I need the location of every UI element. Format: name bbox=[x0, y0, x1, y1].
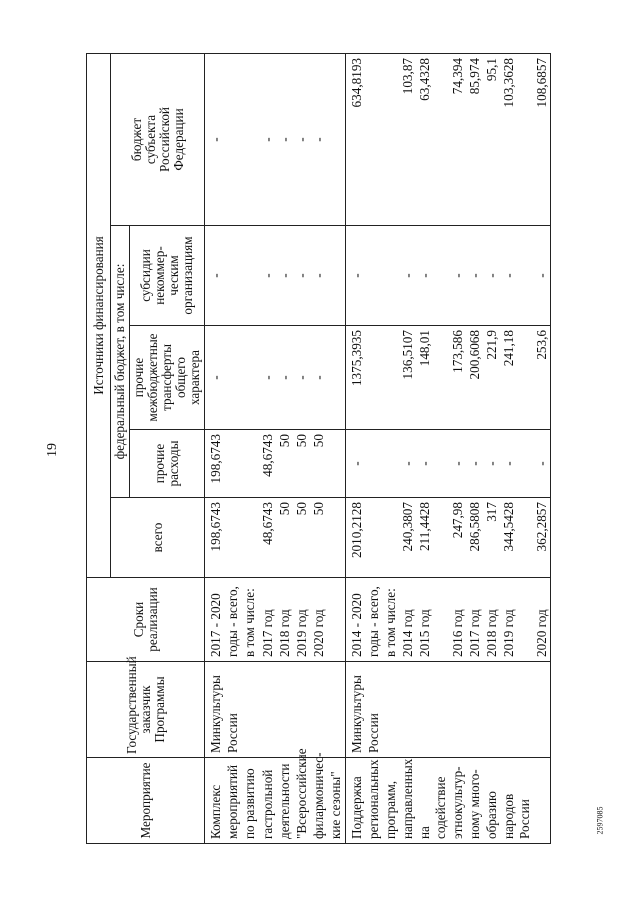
region-cell: 103,3628 bbox=[500, 53, 532, 225]
period-cell: 2016 год bbox=[449, 578, 466, 662]
measure-cell: по развитию bbox=[241, 758, 258, 844]
region-cell: - bbox=[205, 53, 225, 225]
customer-cell bbox=[382, 662, 399, 758]
table-row bbox=[345, 53, 365, 843]
total-cell: 50 bbox=[293, 498, 310, 578]
measure-cell: на содействие bbox=[416, 758, 448, 844]
header-period: Сроки реализации bbox=[87, 578, 205, 662]
region-cell bbox=[224, 53, 241, 225]
subsidies-cell bbox=[382, 226, 399, 326]
other-expenses-cell: - bbox=[483, 430, 500, 498]
header-measure: Мероприятие bbox=[87, 758, 205, 844]
transfers-cell: - bbox=[259, 326, 276, 430]
measure-cell: филармоничес- bbox=[310, 758, 327, 844]
other-expenses-cell: 50 bbox=[310, 430, 327, 498]
other-expenses-cell: - bbox=[449, 430, 466, 498]
period-cell: 2017 год bbox=[259, 578, 276, 662]
header-customer: Государственный заказчик Программы bbox=[87, 662, 205, 758]
measure-cell: этнокультур- bbox=[449, 758, 466, 844]
subsidies-cell bbox=[327, 226, 345, 326]
subsidies-cell: - bbox=[533, 226, 551, 326]
subsidies-cell: - bbox=[399, 226, 416, 326]
transfers-cell bbox=[327, 326, 345, 430]
region-cell: - bbox=[293, 53, 310, 225]
other-expenses-cell: - bbox=[345, 430, 365, 498]
rotated-table-container bbox=[86, 54, 588, 844]
other-expenses-cell: 50 bbox=[293, 430, 310, 498]
table-body bbox=[205, 53, 551, 843]
total-cell bbox=[224, 498, 241, 578]
total-cell: 211,4428 bbox=[416, 498, 448, 578]
total-cell bbox=[327, 498, 345, 578]
customer-cell bbox=[310, 662, 327, 758]
measure-cell: региональных bbox=[365, 758, 382, 844]
other-expenses-cell: - bbox=[466, 430, 483, 498]
transfers-cell: 1375,3935 bbox=[345, 326, 365, 430]
customer-cell bbox=[276, 662, 293, 758]
transfers-cell bbox=[382, 326, 399, 430]
table-row bbox=[259, 53, 276, 843]
customer-cell: России bbox=[365, 662, 382, 758]
customer-cell bbox=[259, 662, 276, 758]
table-row bbox=[483, 53, 500, 843]
other-expenses-cell bbox=[365, 430, 382, 498]
subsidies-cell: - bbox=[449, 226, 466, 326]
subsidies-cell: - bbox=[276, 226, 293, 326]
customer-cell bbox=[327, 662, 345, 758]
transfers-cell: - bbox=[310, 326, 327, 430]
total-cell: 240,3807 bbox=[399, 498, 416, 578]
region-cell: 95,1 bbox=[483, 53, 500, 225]
period-cell: 2020 год bbox=[310, 578, 327, 662]
transfers-cell: - bbox=[276, 326, 293, 430]
transfers-cell: 136,5107 bbox=[399, 326, 416, 430]
transfers-cell: 241,18 bbox=[500, 326, 532, 430]
page-number: 19 bbox=[45, 443, 60, 457]
period-cell: 2014 год bbox=[399, 578, 416, 662]
other-expenses-cell: - bbox=[416, 430, 448, 498]
transfers-cell: 173,586 bbox=[449, 326, 466, 430]
customer-cell bbox=[533, 662, 551, 758]
other-expenses-cell: 50 bbox=[276, 430, 293, 498]
header-subsidies: субсидии некоммер- ческим организациям bbox=[130, 226, 205, 326]
header-federal: федеральный бюджет, в том числе: bbox=[111, 226, 130, 498]
measure-cell: ному много- bbox=[466, 758, 483, 844]
measure-cell: Поддержка bbox=[345, 758, 365, 844]
subsidies-cell bbox=[365, 226, 382, 326]
measure-cell: программ, bbox=[382, 758, 399, 844]
total-cell: 48,6743 bbox=[259, 498, 276, 578]
customer-cell bbox=[399, 662, 416, 758]
customer-cell bbox=[293, 662, 310, 758]
measure-cell: мероприятий bbox=[224, 758, 241, 844]
other-expenses-cell: - bbox=[500, 430, 532, 498]
measure-cell: гастрольной bbox=[259, 758, 276, 844]
subsidies-cell: - bbox=[483, 226, 500, 326]
period-cell: 2015 год bbox=[416, 578, 448, 662]
subsidies-cell: - bbox=[310, 226, 327, 326]
customer-cell: Минкультуры bbox=[345, 662, 365, 758]
table-row bbox=[241, 53, 258, 843]
subsidies-cell: - bbox=[416, 226, 448, 326]
transfers-cell bbox=[365, 326, 382, 430]
total-cell bbox=[365, 498, 382, 578]
transfers-cell: - bbox=[205, 326, 225, 430]
transfers-cell: 253,6 bbox=[533, 326, 551, 430]
total-cell: 286,5808 bbox=[466, 498, 483, 578]
period-cell: 2020 год bbox=[533, 578, 551, 662]
transfers-cell: 221,9 bbox=[483, 326, 500, 430]
customer-cell bbox=[483, 662, 500, 758]
table-row bbox=[293, 53, 310, 843]
transfers-cell bbox=[241, 326, 258, 430]
customer-cell bbox=[416, 662, 448, 758]
period-cell: годы - всего, bbox=[224, 578, 241, 662]
header-total: всего bbox=[111, 498, 205, 578]
subsidies-cell: - bbox=[500, 226, 532, 326]
customer-cell: Минкультуры bbox=[205, 662, 225, 758]
period-cell: годы - всего, bbox=[365, 578, 382, 662]
region-cell: 85,974 bbox=[466, 53, 483, 225]
subsidies-cell: - bbox=[259, 226, 276, 326]
total-cell: 247,98 bbox=[449, 498, 466, 578]
period-cell: 2019 год bbox=[500, 578, 532, 662]
header-other-expenses: прочие расходы bbox=[130, 430, 205, 498]
total-cell bbox=[382, 498, 399, 578]
measure-cell: народов России bbox=[500, 758, 532, 844]
total-cell: 362,2857 bbox=[533, 498, 551, 578]
other-expenses-cell bbox=[327, 430, 345, 498]
total-cell: 50 bbox=[276, 498, 293, 578]
subsidies-cell: - bbox=[293, 226, 310, 326]
table-row bbox=[449, 53, 466, 843]
table-row bbox=[382, 53, 399, 843]
transfers-cell bbox=[224, 326, 241, 430]
region-cell bbox=[327, 53, 345, 225]
region-cell bbox=[382, 53, 399, 225]
table-row bbox=[399, 53, 416, 843]
other-expenses-cell: - bbox=[399, 430, 416, 498]
customer-cell bbox=[449, 662, 466, 758]
region-cell: 63,4328 bbox=[416, 53, 448, 225]
other-expenses-cell bbox=[241, 430, 258, 498]
region-cell bbox=[365, 53, 382, 225]
subsidies-cell bbox=[224, 226, 241, 326]
measure-cell: направленных bbox=[399, 758, 416, 844]
period-cell: 2018 год bbox=[276, 578, 293, 662]
subsidies-cell: - bbox=[466, 226, 483, 326]
subsidies-cell: - bbox=[345, 226, 365, 326]
region-cell: - bbox=[259, 53, 276, 225]
measure-cell: "Всероссийские bbox=[293, 758, 310, 844]
period-cell: в том числе: bbox=[241, 578, 258, 662]
total-cell: 2010,2128 bbox=[345, 498, 365, 578]
table-row bbox=[310, 53, 327, 843]
total-cell: 198,6743 bbox=[205, 498, 225, 578]
header-region: бюджет субъекта Российской Федерации bbox=[111, 53, 205, 225]
period-cell bbox=[327, 578, 345, 662]
measure-cell: образию bbox=[483, 758, 500, 844]
total-cell: 344,5428 bbox=[500, 498, 532, 578]
customer-cell bbox=[500, 662, 532, 758]
header-sources: Источники финансирования bbox=[87, 53, 111, 577]
region-cell bbox=[241, 53, 258, 225]
measure-cell: деятельности bbox=[276, 758, 293, 844]
total-cell bbox=[241, 498, 258, 578]
total-cell: 50 bbox=[310, 498, 327, 578]
measure-cell bbox=[533, 758, 551, 844]
region-cell: - bbox=[276, 53, 293, 225]
period-cell: 2017 год bbox=[466, 578, 483, 662]
period-cell: 2018 год bbox=[483, 578, 500, 662]
table-row bbox=[205, 53, 225, 843]
document-code: 2597085 bbox=[595, 806, 605, 835]
table-row bbox=[466, 53, 483, 843]
table-header bbox=[87, 53, 205, 843]
subsidies-cell: - bbox=[205, 226, 225, 326]
transfers-cell: 148,01 bbox=[416, 326, 448, 430]
region-cell: 634,8193 bbox=[345, 53, 365, 225]
period-cell: в том числе: bbox=[382, 578, 399, 662]
other-expenses-cell: - bbox=[533, 430, 551, 498]
customer-cell: России bbox=[224, 662, 241, 758]
measure-cell: Комплекс bbox=[205, 758, 225, 844]
total-cell: 317 bbox=[483, 498, 500, 578]
period-cell: 2014 - 2020 bbox=[345, 578, 365, 662]
transfers-cell: - bbox=[293, 326, 310, 430]
table-row bbox=[276, 53, 293, 843]
header-transfers: прочие межбюджетные трансферты общего характера bbox=[130, 326, 205, 430]
table-row bbox=[500, 53, 532, 843]
table-row bbox=[224, 53, 241, 843]
table-row bbox=[416, 53, 448, 843]
region-cell: 108,6857 bbox=[533, 53, 551, 225]
customer-cell bbox=[466, 662, 483, 758]
other-expenses-cell: 48,6743 bbox=[259, 430, 276, 498]
financing-table bbox=[86, 53, 551, 844]
table-row bbox=[365, 53, 382, 843]
other-expenses-cell bbox=[224, 430, 241, 498]
other-expenses-cell: 198,6743 bbox=[205, 430, 225, 498]
period-cell: 2019 год bbox=[293, 578, 310, 662]
table-row bbox=[533, 53, 551, 843]
region-cell: - bbox=[310, 53, 327, 225]
table-row bbox=[327, 53, 345, 843]
transfers-cell: 200,6068 bbox=[466, 326, 483, 430]
period-cell: 2017 - 2020 bbox=[205, 578, 225, 662]
measure-cell: кие сезоны" bbox=[327, 758, 345, 844]
subsidies-cell bbox=[241, 226, 258, 326]
region-cell: 74,394 bbox=[449, 53, 466, 225]
region-cell: 103,87 bbox=[399, 53, 416, 225]
other-expenses-cell bbox=[382, 430, 399, 498]
customer-cell bbox=[241, 662, 258, 758]
